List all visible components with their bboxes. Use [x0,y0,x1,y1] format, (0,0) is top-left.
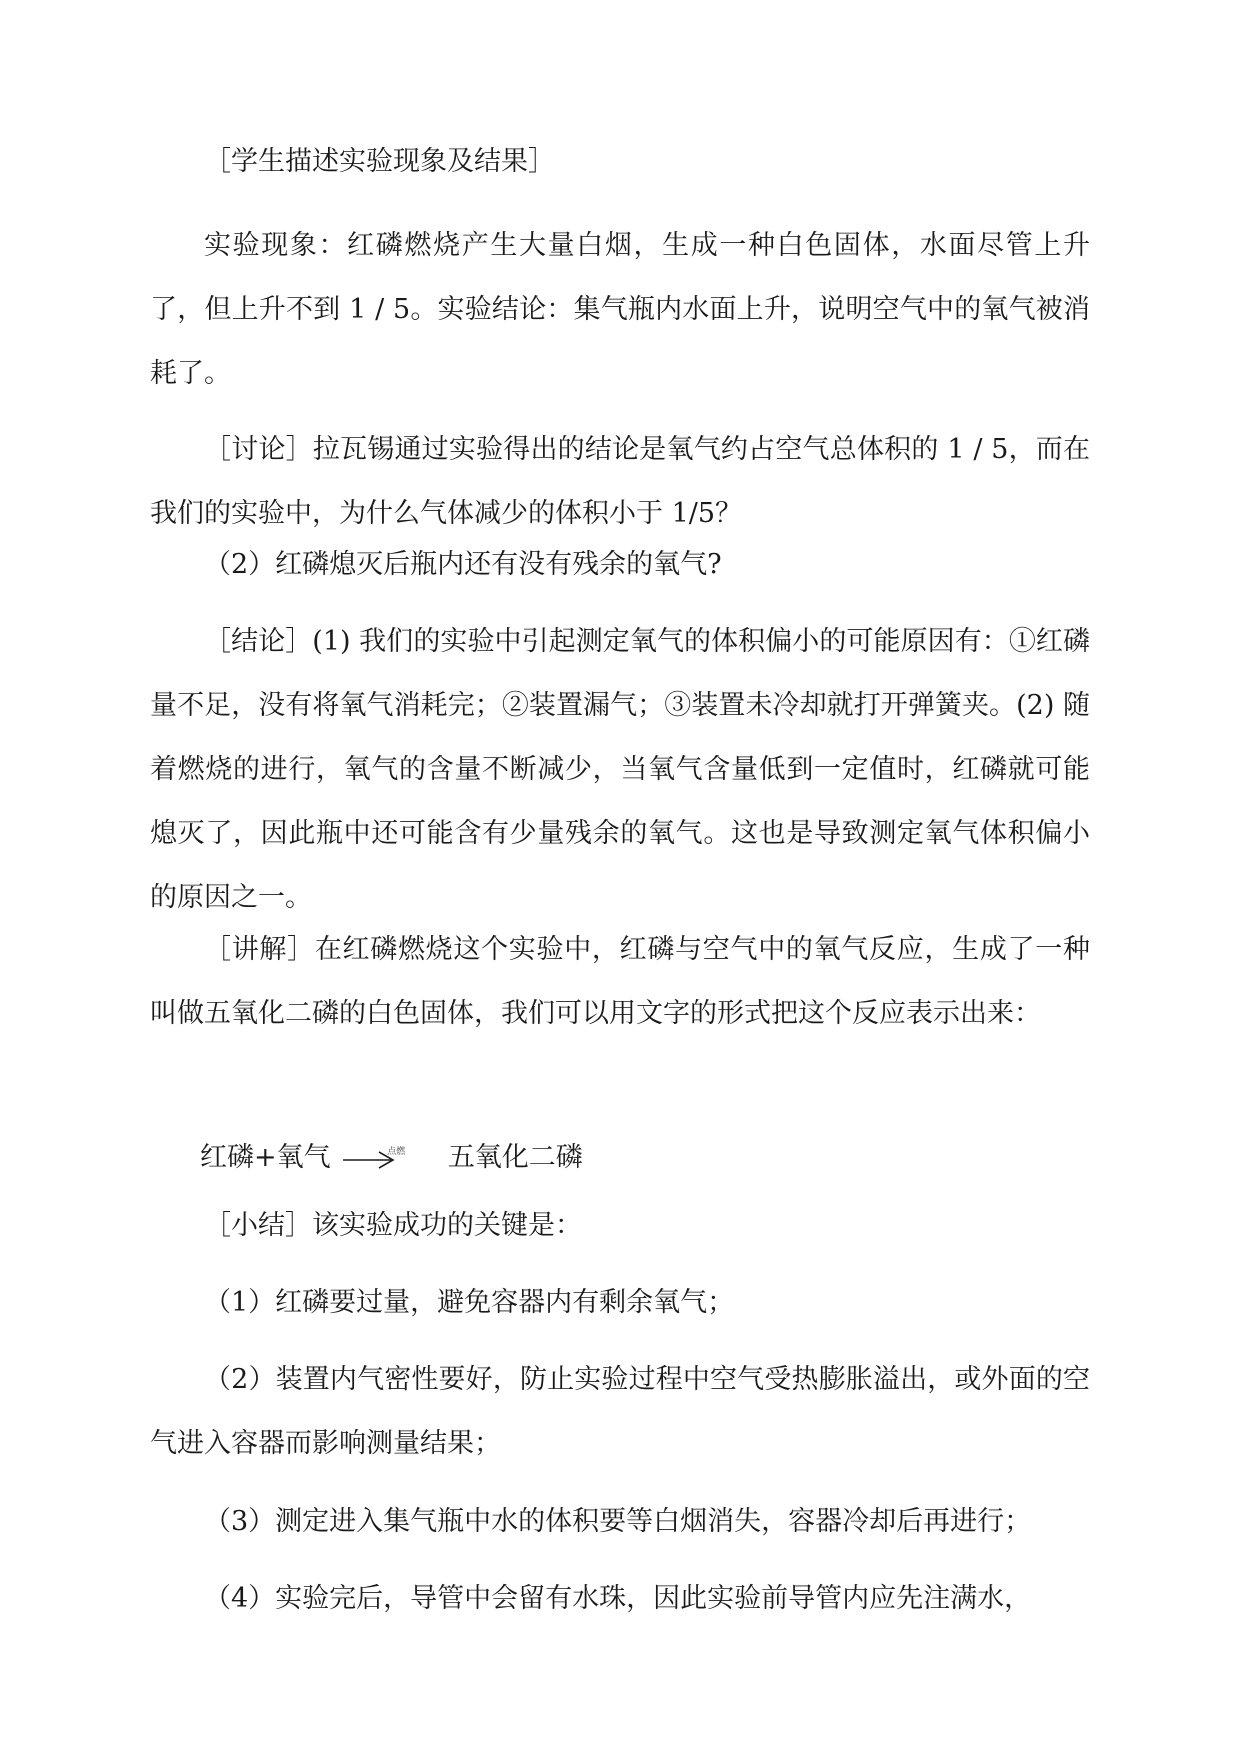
paragraph-question-2: （2）红磷熄灭后瓶内还有没有残余的氧气? [204,549,722,580]
paragraph-conclusion: ［结论］(1) 我们的实验中引起测定氧气的体积偏小的可能原因有：①红磷量不足，没有将氧气消耗完；②装置漏气；③装置未冷却就打开弹簧夹。(2) 随着燃烧的进行，氧气的含量不断减少，当氧气含量低到一定值时，红磷就可能熄灭了，因此瓶中还可能含有少量残余的氧气。这也是导致测定氧气体积偏小的原因之一。 [150,626,1090,913]
summary-item-3: （3）测定进入集气瓶中水的体积要等白烟消失，容器冷却后再进行； [204,1506,1032,1537]
paragraph-experiment-phenomenon: 实验现象：红磷燃烧产生大量白烟，生成一种白色固体，水面尽管上升了，但上升不到 1 / 5。实验结论：集气瓶内水面上升，说明空气中的氧气被消耗了。 [150,230,1090,389]
equation-product: 五氧化二磷 [447,1141,583,1173]
reaction-condition: 点燃 [387,1146,406,1157]
summary-item-2: （2）装置内气密性要好，防止实验过程中空气受热膨胀溢出，或外面的空气进入容器而影响测量结果； [150,1364,1090,1459]
reaction-arrow-icon [341,1143,405,1173]
paragraph-discussion: ［讨论］拉瓦锡通过实验得出的结论是氧气约占空气总体积的 1 / 5，而在我们的实验中，为什么气体减少的体积小于 1/5？ [150,434,1090,529]
summary-item-1: （1）红磷要过量，避免容器内有剩余氧气； [204,1287,735,1318]
summary-heading: ［小结］该实验成功的关键是： [204,1210,582,1241]
paragraph-student-description: ［学生描述实验现象及结果］ [204,146,555,177]
word-equation [200,1125,583,1189]
equation-reactants: 红磷+氧气 [200,1141,331,1173]
paragraph-explanation: ［讲解］在红磷燃烧这个实验中，红磷与空气中的氧气反应，生成了一种叫做五氧化二磷的白色固体，我们可以用文字的形式把这个反应表示出来： [150,934,1090,1029]
summary-item-4: （4）实验完后，导管中会留有水珠，因此实验前导管内应先注满水， [204,1583,1032,1614]
